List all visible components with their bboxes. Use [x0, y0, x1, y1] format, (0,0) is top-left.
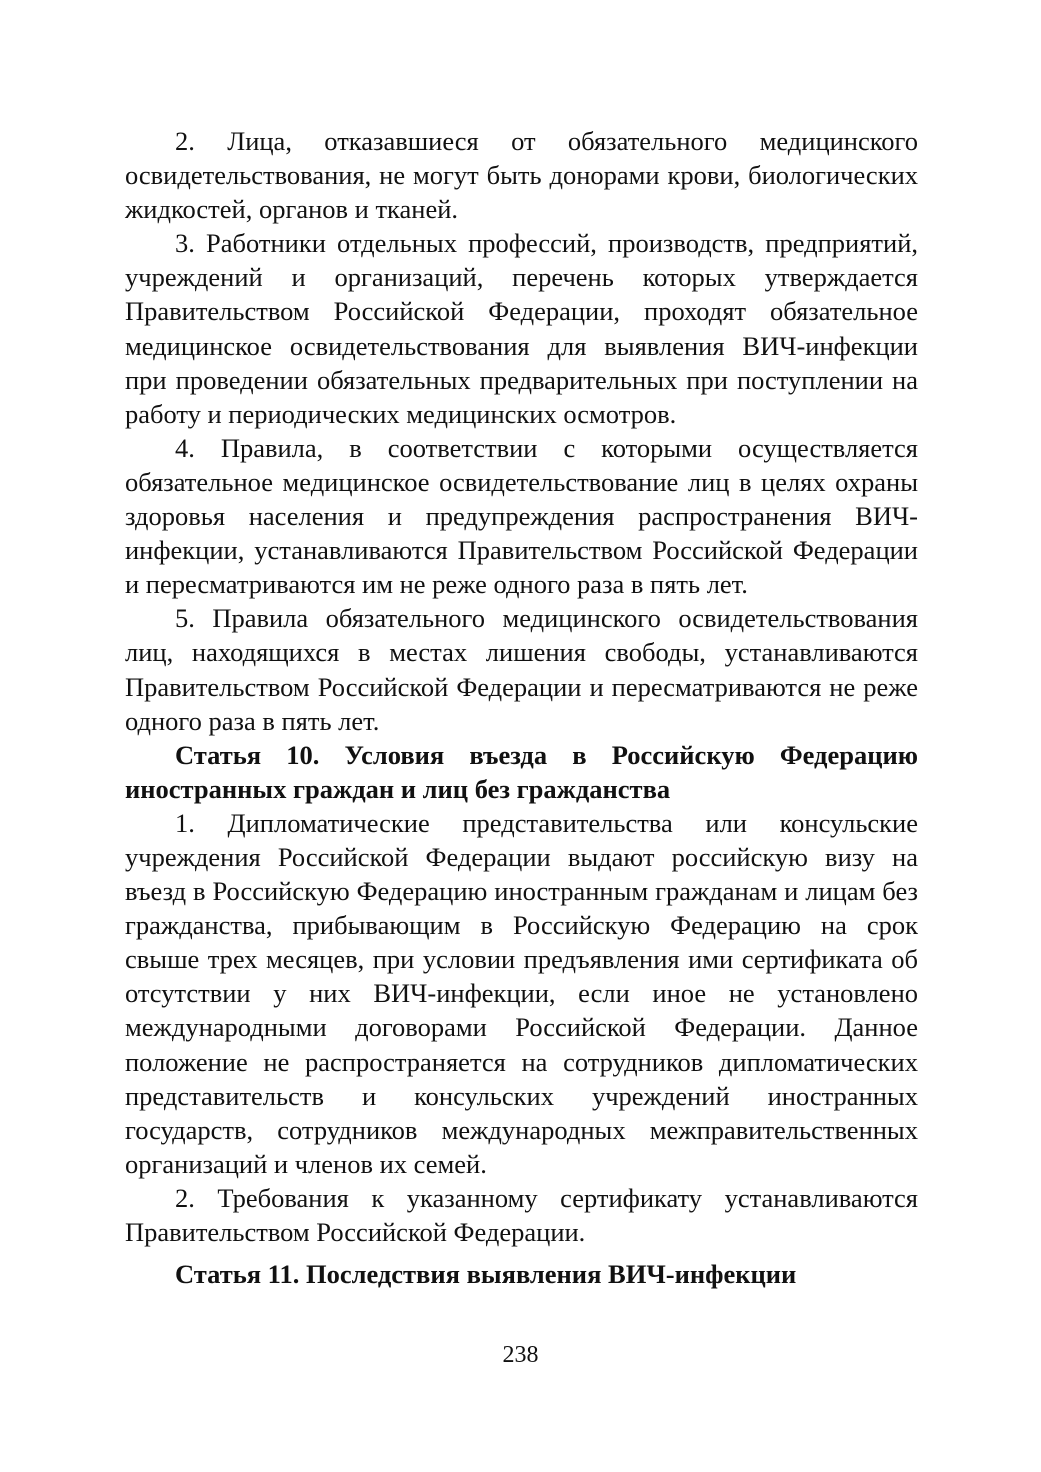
paragraph-5-prisons: 5. Правила обязательного медицинского освидетельствования лиц, находящихся в местах лишения свободы, устанавливаются Правительством Российской Федерации и пересматриваются не реже одного раза в пять лет. — [125, 603, 918, 736]
paragraph-4-rules: 4. Правила, в соответствии с которыми осуществляется обязательное медицинское освидетельствование лиц в целях охраны здоровья населения и предупреждения распространения ВИЧ-инфекции, устанавливаются Правительством Российской Федерации и пересматриваются им не реже одного раза в пять лет. — [125, 432, 918, 600]
page-number: 238 — [502, 1342, 539, 1368]
article-10-heading: Статья 10. Условия въезда в Российскую Федерацию иностранных граждан и лиц без гражданства — [125, 739, 918, 804]
article-11-heading: Статья 11. Последствия выявления ВИЧ-инфекции — [175, 1259, 797, 1290]
article-10-paragraph-2: 2. Требования к указанному сертификату устанавливаются Правительством Российской Федерации. — [125, 1182, 918, 1247]
document-body — [125, 124, 918, 1291]
paragraph-2-donors: 2. Лица, отказавшиеся от обязательного медицинского освидетельствования, не могут быть донорами крови, биологических жидкостей, органов и тканей. — [125, 126, 918, 225]
article-10-paragraph-1: 1. Дипломатические представительства или консульские учреждения Российской Федерации выдают российскую визу на въезд в Российскую Федерацию иностранным гражданам и лицам без гражданства, прибывающим в Российскую Федерацию на срок свыше трех месяцев, при условии предъявления ими сертификата об отсутствии у них ВИЧ-инфекции, если иное не установлено международными договорами Российской Федерации. Данное положение не распространяется на сотрудников дипломатических представительств и консульских учреждений иностранных государств, сотрудников международных межправительственных организаций и членов их семей. — [125, 807, 918, 1179]
paragraph-3-workers: 3. Работники отдельных профессий, производств, предприятий, учреждений и организаций, перечень которых утверждается Правительством Российской Федерации, проходят обязательное медицинское освидетельствования для выявления ВИЧ-инфекции при проведении обязательных предварительных при поступлении на работу и периодических медицинских осмотров. — [125, 228, 918, 429]
